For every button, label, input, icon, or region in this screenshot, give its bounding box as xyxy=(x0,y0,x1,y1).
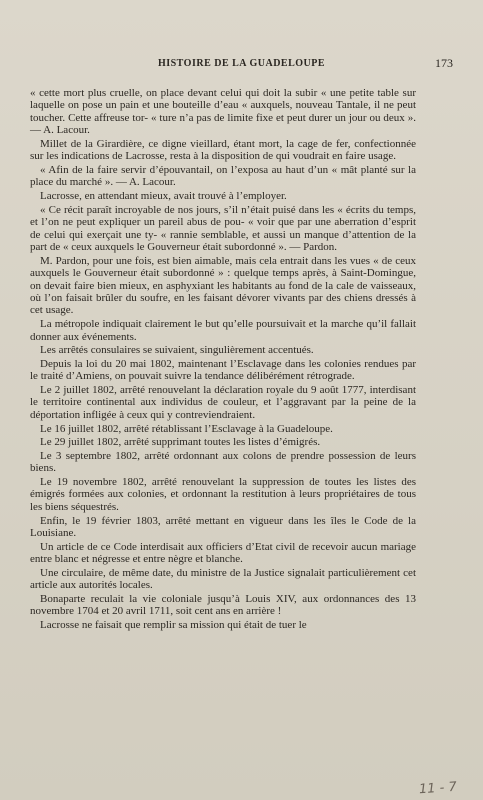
body-text xyxy=(30,87,416,633)
paragraph: « Ce récit paraît incroyable de nos jours, s’il n’était puisé dans les « écrits du temps, et l’on ne peut expliquer un pareil abus de pou- « voir que par une aberration d’esprit de celui qui exerçait une ty- « rannie semblable, et aussi un manque d’attention de la part de « ceux auxquels le Gouverneur était subordonné ». — Pardon. xyxy=(30,203,416,254)
paragraph: Le 19 novembre 1802, arrêté renouvelant la suppression de toutes les listes des émigrés formées aux colonies, et ordonnant la restitution à leurs propriétaires de tous les biens séquestrés. xyxy=(30,476,416,513)
paragraph: La métropole indiquait clairement le but qu’elle poursuivait et la marche qu’il fallait donner aux événements. xyxy=(30,318,416,343)
paragraph: Le 29 juillet 1802, arrêté supprimant toutes les listes d’émigrés. xyxy=(40,436,321,449)
paragraph: Lacrosse, en attendant mieux, avait trouvé à l’employer. xyxy=(40,190,287,203)
running-title: HISTOIRE DE LA GUADELOUPE xyxy=(157,58,326,69)
page-number: 173 xyxy=(435,56,453,70)
paragraph: Lacrosse ne faisait que remplir sa mission qui était de tuer le xyxy=(40,619,307,631)
paragraph: M. Pardon, pour une fois, est bien aimable, mais cela entrait dans les vues « de ceux auxquels le Gouverneur était subordonné » : quelque temps après, à Saint-Domingue, on devait faire bien mieux, en asphyxiant les habitants au fond de la cale de vaisseaux, où l’on faisait brûler du soufre, en les faisant dévorer vivants par des chiens dressés à cet usage. xyxy=(30,254,416,317)
paragraph: Depuis la loi du 20 mai 1802, maintenant l’Esclavage dans les colonies rendues par le traité d’Amiens, on pouvait suivre la tendance délibérément rétrograde. xyxy=(30,357,416,383)
page-header xyxy=(30,58,453,72)
handwritten-mark: 11 - 7 xyxy=(418,779,458,798)
paragraph: Bonaparte reculait la vie coloniale jusqu’à Louis XIV, aux ordonnances des 13 novembre 1704 et 20 avril 1711, soit cent ans en arrière ! xyxy=(30,592,416,618)
paragraph: Les arrêtés consulaires se suivaient, singulièrement accentués. xyxy=(40,344,314,357)
paragraph: Le 16 juillet 1802, arrêté rétablissant l’Esclavage à la Guadeloupe. xyxy=(40,422,333,435)
paragraph: Une circulaire, de même date, du ministre de la Justice signalait particulièrement cet article aux autorités locales. xyxy=(30,566,416,592)
paragraph: « cette mort plus cruelle, on place devant celui qui doit la subir « une petite table sur laquelle on pose un pain et une bouteille d’eau « auxquels, nouveau Tantale, il ne peut toucher. Cette affreuse tor- « ture n’a pas de limite fixe et peut durer un jour ou deux ». — A. Lacour. xyxy=(30,87,416,137)
paragraph: Un article de ce Code interdisait aux officiers d’Etat civil de recevoir aucun mariage entre blanc et négresse et entre nègre et blanche. xyxy=(30,540,416,566)
paragraph: Le 3 septembre 1802, arrêté ordonnant aux colons de prendre possession de leurs biens. xyxy=(30,449,416,475)
paragraph: « Afin de la faire servir d’épouvantail, on l’exposa au haut d’un « mât planté sur la place du marché ». — A. Lacour. xyxy=(30,164,416,189)
paragraph: Le 2 juillet 1802, arrêté renouvelant la déclaration royale du 9 août 1777, interdisant le territoire continental aux individus de couleur, et l’aggravant par la peine de la déportation infligée à ceux qui y contreviendraient. xyxy=(30,384,416,421)
paragraph: Millet de la Girardière, ce digne vieillard, étant mort, la cage de fer, confectionnée sur les indications de Lacrosse, resta à la disposition de qui voudrait en faire usage. xyxy=(30,137,416,163)
paragraph: Enfin, le 19 février 1803, arrêté mettant en vigueur dans les îles le Code de la Louisiane. xyxy=(30,514,416,539)
